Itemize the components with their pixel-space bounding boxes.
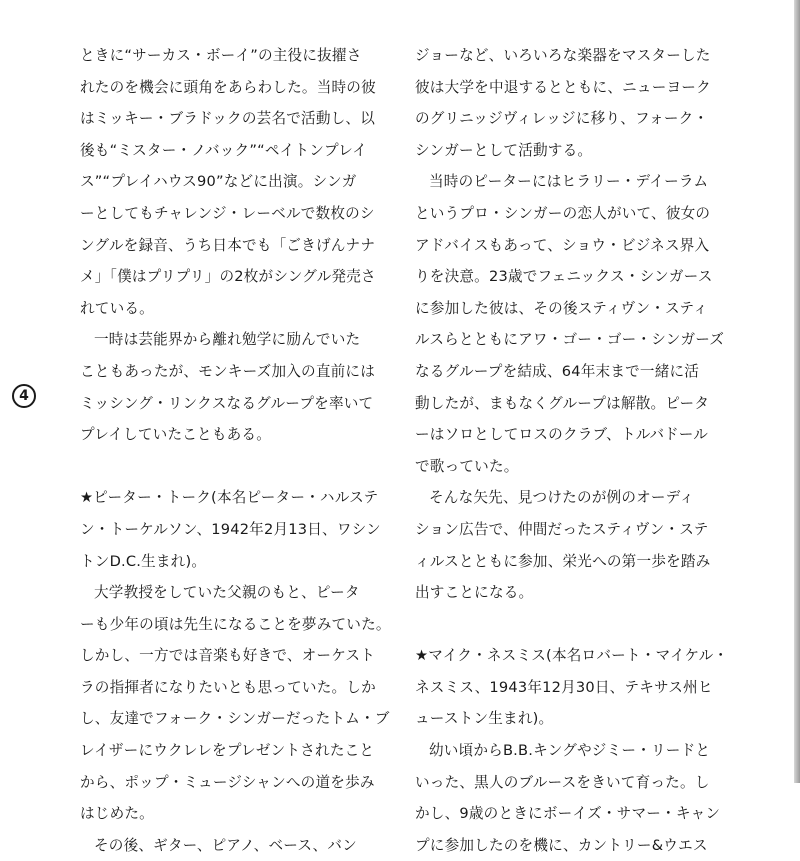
text-line: れたのを機会に頭角をあらわした。当時の彼	[80, 78, 376, 96]
text-line: ション広告で、仲間だったスティヴン・ステ	[415, 520, 709, 538]
text-line: トンD.C.生まれ)。	[80, 552, 207, 570]
text-line: ★ピーター・トーク(本名ピーター・ハルステ	[80, 489, 379, 507]
text-line: 一時は芸能界から離れ勉学に励んでいた	[94, 331, 361, 349]
text-line: はじめた。	[80, 805, 154, 823]
text-line: ン・トーケルソン、1942年2月13日、ワシン	[80, 520, 381, 538]
text-line: ★マイク・ネスミス(本名ロバート・マイケル・	[415, 647, 729, 665]
text-line: 後も“ミスター・ノバック”“ペイトンプレイ	[80, 141, 368, 159]
text-line: ときに“サーカス・ボーイ”の主役に抜擢さ	[80, 47, 362, 64]
text-line: メ」「僕はプリプリ」の2枚がシングル発売さ	[80, 268, 376, 286]
text-line: はミッキー・ブラドックの芸名で活動し、以	[80, 110, 376, 128]
text-line: 当時のピーターにはヒラリー・デイーラム	[429, 173, 709, 191]
text-line: そんな矢先、見つけたのが例のオーディ	[429, 489, 695, 507]
text-line: ミッシング・リンクスなるグループを率いて	[80, 394, 374, 412]
text-line: ルスらとともにアワ・ゴー・ゴー・シンガーズ	[415, 331, 725, 349]
text-line: シンガーとして活動する。	[415, 141, 593, 159]
text-line: ネスミス、1943年12月30日、テキサス州ヒ	[415, 678, 713, 696]
text-line: ジョーなど、いろいろな楽器をマスターした	[415, 47, 711, 64]
text-line: のグリニッジヴィレッジに移り、フォーク・	[415, 110, 709, 128]
text-line: プレイしていたこともある。	[80, 426, 272, 444]
text-line: ーはソロとしてロスのクラブ、トルバドール	[415, 426, 709, 444]
text-line: 大学教授をしていた父親のもと、ピータ	[94, 584, 360, 602]
text-line: ーも少年の頃は先生になることを夢みていた。	[80, 615, 391, 633]
text-line: 動したが、まもなくグループは解散。ピータ	[415, 394, 710, 412]
text-line: しかし、一方では音楽も好きで、オーケスト	[80, 647, 376, 665]
text-line: で歌っていた。	[415, 457, 519, 475]
text-line: りを決意。23歳でフェニックス・シンガース	[415, 268, 713, 286]
text-line: プに参加したのを機に、カントリー&ウエス	[415, 836, 708, 854]
left-column	[80, 40, 402, 861]
text-line: し、友達でフォーク・シンガーだったトム・ブ	[80, 710, 390, 728]
text-line: ィルスとともに参加、栄光への第一歩を踏み	[415, 552, 711, 570]
page-number: 4	[12, 384, 36, 408]
text-line: に参加した彼は、その後スティヴン・スティ	[415, 299, 708, 317]
text-line: ングルを録音、うち日本でも「ごきげんナナ	[80, 236, 376, 254]
page-edge	[794, 0, 800, 783]
text-line: なるグループを結成、64年末まで一緒に活	[415, 362, 700, 380]
right-column	[415, 40, 737, 861]
text-line: その後、ギター、ピアノ、ベース、バン	[94, 836, 357, 854]
text-line: アドバイスもあって、ショウ・ビジネス界入	[415, 236, 710, 254]
text-line: 彼は大学を中退するとともに、ニューヨーク	[415, 78, 711, 96]
text-line: から、ポップ・ミュージシャンへの道を歩み	[80, 773, 375, 791]
text-line: というプロ・シンガーの恋人がいて、彼女の	[415, 204, 711, 222]
text-line: ス”“プレイハウス90”などに出演。シンガ	[80, 173, 357, 191]
text-line	[415, 609, 737, 641]
text-line: 出すことになる。	[415, 584, 534, 602]
text-line: かし、9歳のときにボーイズ・サマー・キャン	[415, 805, 721, 823]
text-line: レイザーにウクレレをプレゼントされたこと	[80, 742, 375, 760]
text-line: ラの指揮者になりたいとも思っていた。しか	[80, 678, 376, 696]
text-line: こともあったが、モンキーズ加入の直前には	[80, 362, 376, 380]
text-line	[80, 451, 402, 483]
text-line: ーとしてもチャレンジ・レーベルで数枚のシ	[80, 204, 375, 222]
text-line: 幼い頃からB.B.キングやジミー・リードと	[429, 742, 711, 760]
text-line: れている。	[80, 299, 154, 317]
text-line: いった、黒人のブルースをきいて育った。し	[415, 773, 710, 791]
text-line: ューストン生まれ)。	[415, 710, 554, 728]
